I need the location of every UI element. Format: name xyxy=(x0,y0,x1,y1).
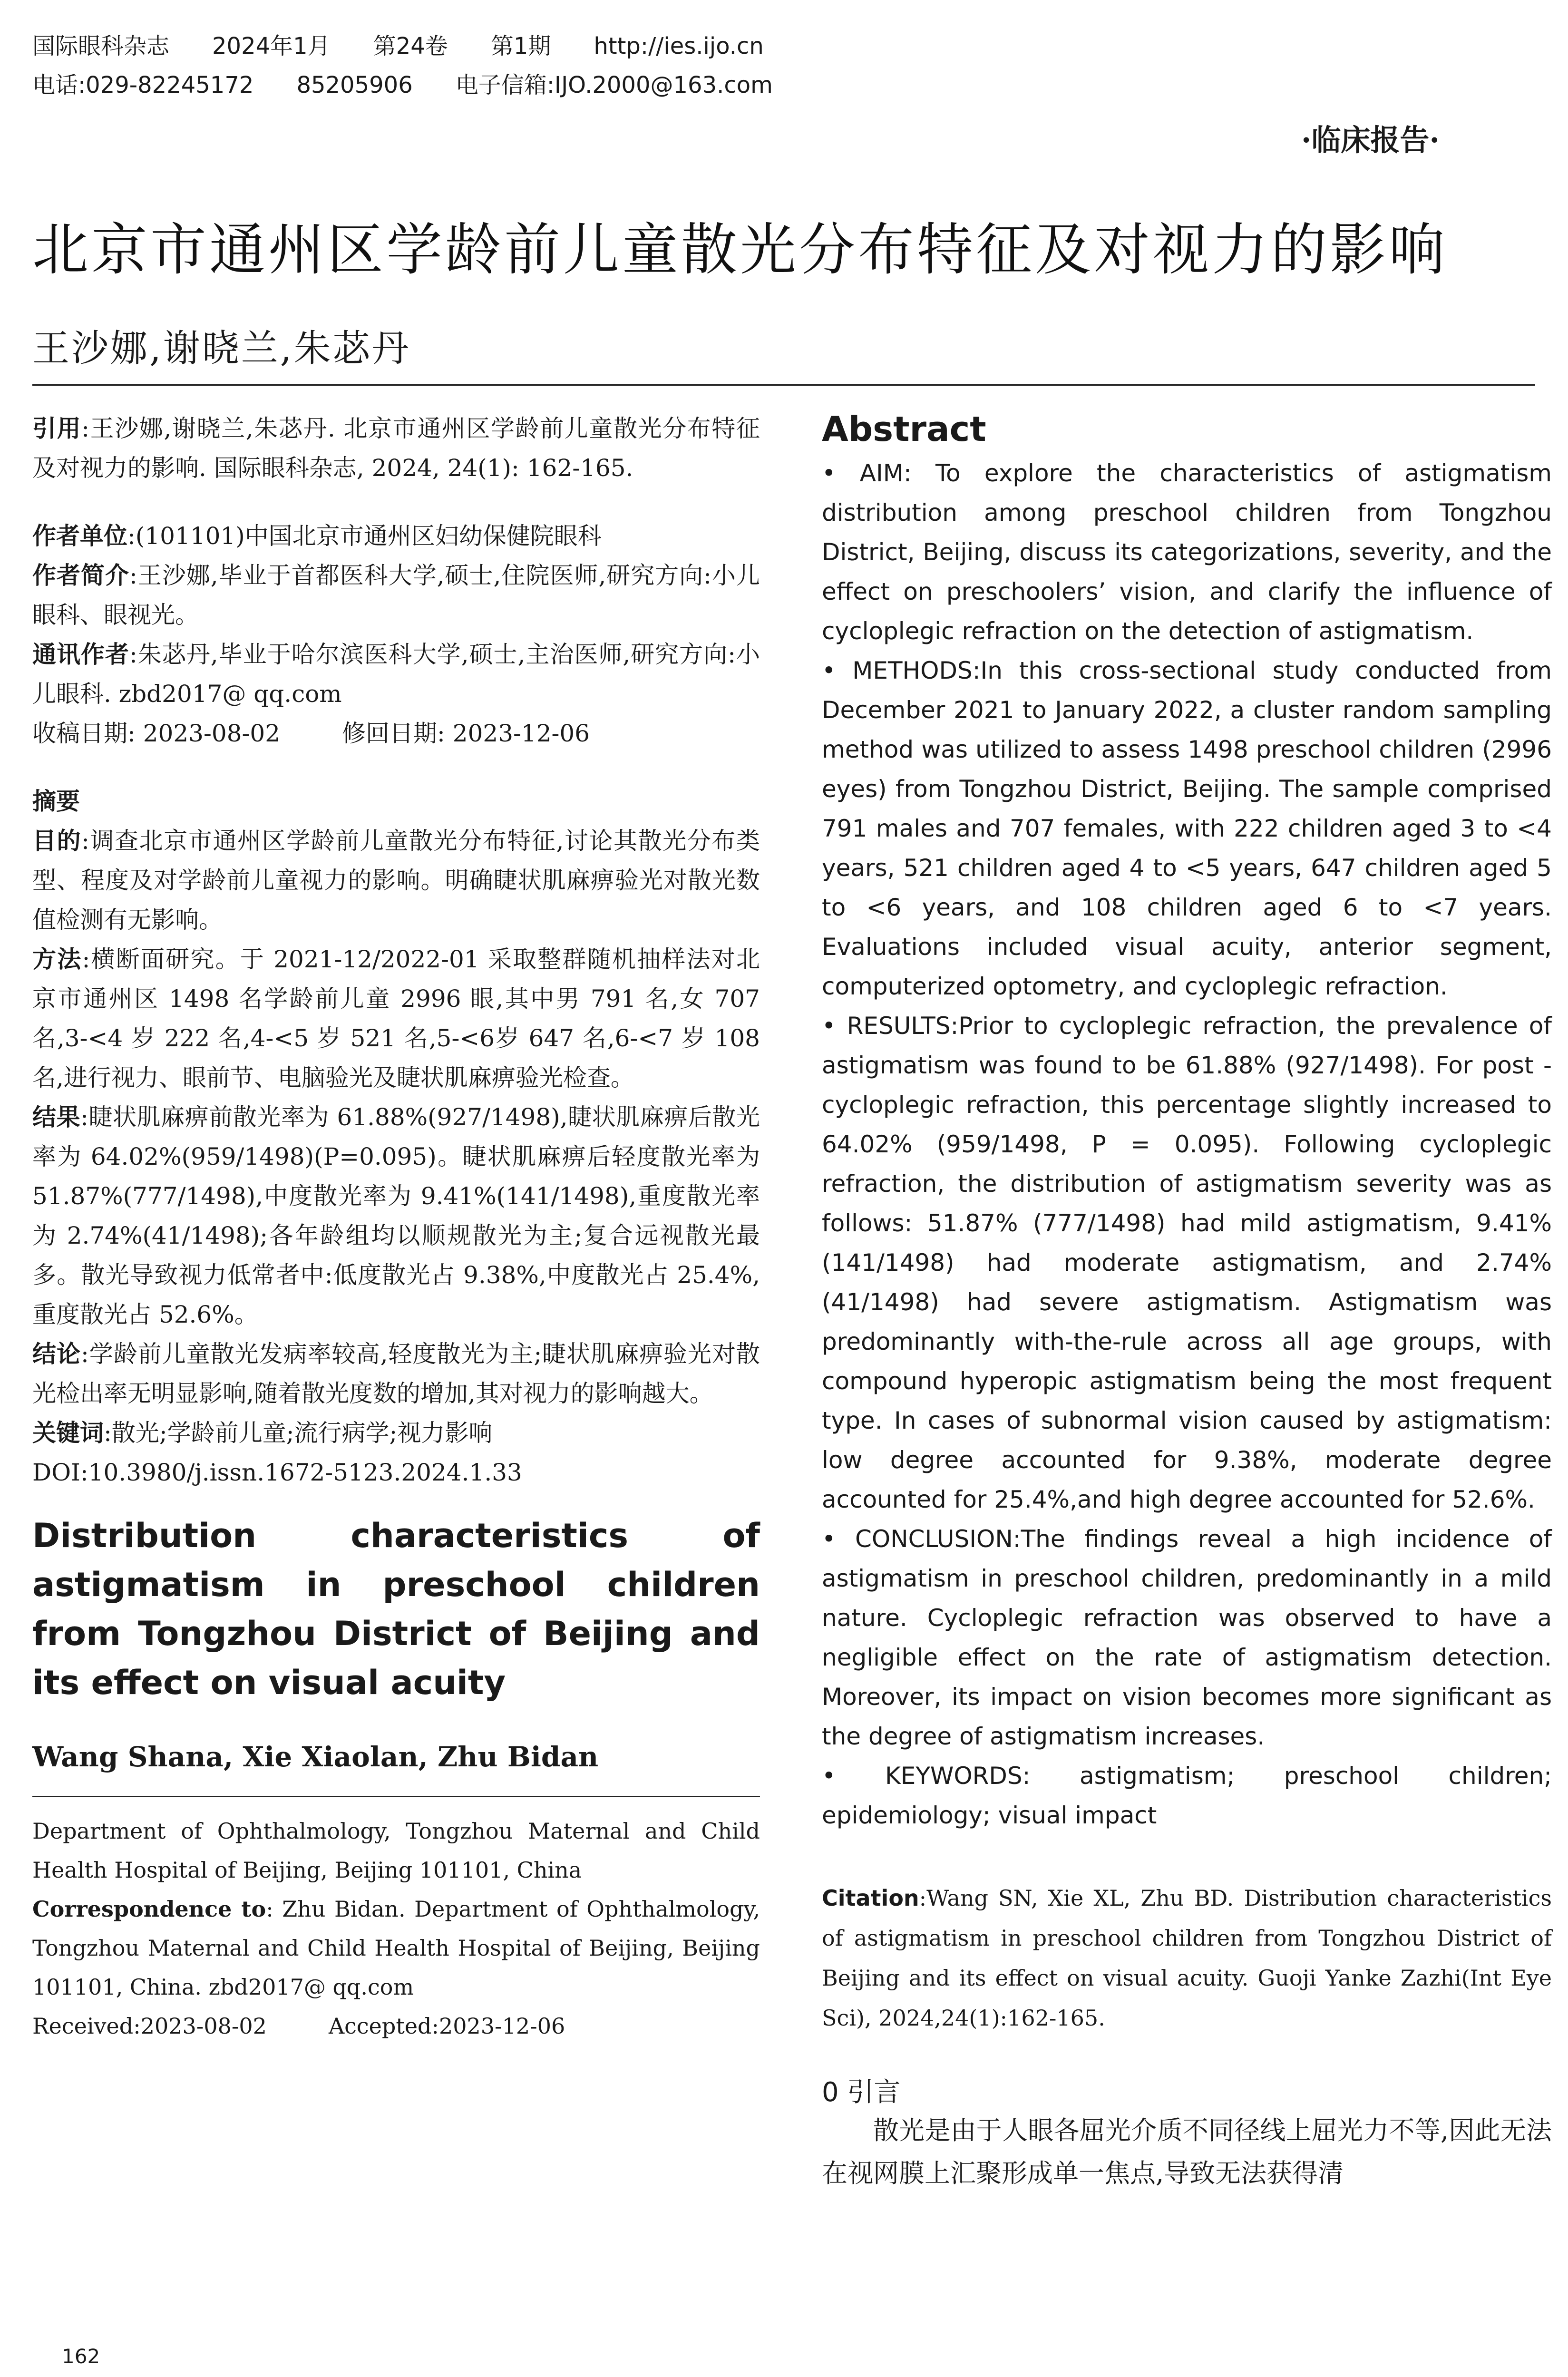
english-dates: Received:2023-08-02 Accepted:2023-12-06 xyxy=(32,2013,565,2039)
author-bio-cn: 作者简介:王沙娜,毕业于首都医科大学,硕士,住院医师,研究方向:小儿眼科、眼视光。 xyxy=(32,562,760,629)
conclusion-en: • CONCLUSION:The findings reveal a high incidence of astigmatism in preschool children, predominantly in a mild nature. Cycloplegic refraction was observed to have a negligible effect on the rate of astigmatism detection. Moreover, its impact on vision becomes more significant as the degree of astigmatism increases. xyxy=(822,1525,1552,1750)
results-en: • RESULTS:Prior to cycloplegic refraction, the prevalence of astigmatism was found to be 61.88% (927/1498). For post - cycloplegic refraction, this percentage slightly increased to 64.02% (959/1498, P = 0.095). Following cycloplegic refraction, the distribution of astigmatism severity was as follows: 51.87% (777/1498) had mild astigmatism, 9.41% (141/1498) had moderate astigmatism, and 2.74% (41/1498) had severe astigmatism. Astigmatism was predominantly with-the-rule across all age groups, with compound hyperopic astigmatism being the most frequent type. In cases of subnormal vision caused by astigmatism: low degree accounted for 9.38%, moderate degree accounted for 25.4%,and high degree accounted for 52.6%. xyxy=(822,1012,1552,1513)
right-column xyxy=(822,409,1552,2195)
conclusion-cn: 结论:学龄前儿童散光发病率较高,轻度散光为主;睫状肌麻痹验光对散光检出率无明显影响,随着散光度数的增加,其对视力的影响越大。 xyxy=(32,1340,760,1407)
abstract-heading-cn: 摘要 xyxy=(32,788,80,815)
citation-en: Citation:Wang SN, Xie XL, Zhu BD. Distribution characteristics of astigmatism in preschool children from Tongzhou District of Beijing and its effect on visual acuity. Guoji Yanke Zazhi(Int Eye Sci), 2024,24(1):162-165. xyxy=(822,1885,1552,2031)
section-label: ·临床报告· xyxy=(1301,123,1440,157)
keywords-en: • KEYWORDS: astigmatism; preschool children; epidemiology; visual impact xyxy=(822,1762,1552,1829)
journal-name: 国际眼科杂志 xyxy=(32,33,170,59)
aim-en: • AIM: To explore the characteristics of astigmatism distribution among preschool children from Tongzhou District, Beijing, discuss its categorizations, severity, and the effect on preschoolers’ vision, and clarify the influence of cycloplegic refraction on the detection of astigmatism. xyxy=(822,459,1552,645)
abstract-en xyxy=(822,454,1552,1835)
article-title: 北京市通州区学龄前儿童散光分布特征及对视力的影响 xyxy=(32,217,1448,283)
methods-en: • METHODS:In this cross-sectional study conducted from December 2021 to January 2022, a cluster random sampling method was utilized to assess 1498 preschool children (2996 eyes) from Tongzhou District, Beijing. The sample comprised 791 males and 707 females, with 222 children aged 3 to <4 years, 521 children aged 4 to <5 years, 647 children aged 5 to <6 years, and 108 children aged 6 to <7 years. Evaluations included visual acuity, anterior segment, computerized optometry, and cycloplegic refraction. xyxy=(822,657,1552,1000)
english-authors: Wang Shana, Xie Xiaolan, Zhu Bidan xyxy=(32,1741,599,1773)
aim-cn: 目的:调查北京市通州区学龄前儿童散光分布特征,讨论其散光分布类型、程度及对学龄前儿童视力的影响。明确睫状肌麻痹验光对散光数值检测有无影响。 xyxy=(32,827,760,934)
journal-url[interactable]: http://ies.ijo.cn xyxy=(594,33,764,59)
issue-date: 2024年1月 xyxy=(212,33,331,59)
phone: 电话:029-82245172 xyxy=(32,72,254,98)
running-header-line2 xyxy=(32,67,816,99)
email[interactable]: 电子信箱:IJO.2000@163.com xyxy=(455,72,773,98)
corresponding-author-cn: 通讯作者:朱苾丹,毕业于哈尔滨医科大学,硕士,主治医师,研究方向:小儿眼科. zbd2017@ qq.com xyxy=(32,641,760,708)
introduction-text: 散光是由于人眼各屈光介质不同径线上屈光力不等,因此无法在视网膜上汇聚形成单一焦点,导致无法获得清 xyxy=(822,2115,1552,2188)
author-divider xyxy=(32,1796,760,1797)
citation-cn: 引用:王沙娜,谢晓兰,朱苾丹. 北京市通州区学龄前儿童散光分布特征及对视力的影响. 国际眼科杂志, 2024, 24(1): 162-165. xyxy=(32,415,760,482)
results-cn: 结果:睫状肌麻痹前散光率为 61.88%(927/1498),睫状肌麻痹后散光率为 64.02%(959/1498)(P=0.095)。睫状肌麻痹后轻度散光率为 51.87%(777/1498),中度散光率为 9.41%(141/1498),重度散光率为 2.74%(41/1498);各年龄组均以顺规散光为主;复合远视散光最多。散光导致视力低常者中:低度散光占 9.38%,中度散光占 25.4%,重度散光占 52.6%。 xyxy=(32,1103,760,1328)
title-divider xyxy=(32,384,1535,386)
left-column xyxy=(32,409,760,2046)
introduction-heading: 0 引言 xyxy=(822,2077,901,2108)
keywords-cn: 关键词:散光;学龄前儿童;流行病学;视力影响 xyxy=(32,1419,493,1447)
article-authors: 王沙娜,谢晓兰,朱苾丹 xyxy=(32,327,411,370)
dates-cn: 收稿日期: 2023-08-02 修回日期: 2023-12-06 xyxy=(32,720,590,747)
english-department: Department of Ophthalmology, Tongzhou Maternal and Child Health Hospital of Beijing, Beijing 101101, China xyxy=(32,1818,760,1883)
affiliation-cn: 作者单位:(101101)中国北京市通州区妇幼保健院眼科 xyxy=(32,522,602,550)
volume: 第24卷 xyxy=(373,33,448,59)
issue-number: 第1期 xyxy=(490,33,551,59)
english-correspondence: Correspondence to: Zhu Bidan. Department of Ophthalmology, Tongzhou Maternal and Child Health Hospital of Beijing, Beijing 101101, China. zbd2017@ qq.com xyxy=(32,1896,760,2000)
methods-cn: 方法:横断面研究。于 2021-12/2022-01 采取整群随机抽样法对北京市通州区 1498 名学龄前儿童 2996 眼,其中男 791 名,女 707 名,3-<4 岁 222 名,4-<5 岁 521 名,5-<6岁 647 名,6-<7 岁 108 名,进行视力、眼前节、电脑验光及睫状肌麻痹验光检查。 xyxy=(32,945,760,1091)
english-title: Distribution characteristics of astigmatism in preschool children from Tongzhou District of Beijing and its effect on visual acuity xyxy=(32,1516,760,1702)
phone-2: 85205906 xyxy=(296,72,413,98)
doi[interactable]: DOI:10.3980/j.issn.1672-5123.2024.1.33 xyxy=(32,1459,522,1486)
running-header-line1 xyxy=(32,28,807,60)
page-number: 162 xyxy=(62,2345,100,2368)
abstract-heading-en: Abstract xyxy=(822,409,986,449)
